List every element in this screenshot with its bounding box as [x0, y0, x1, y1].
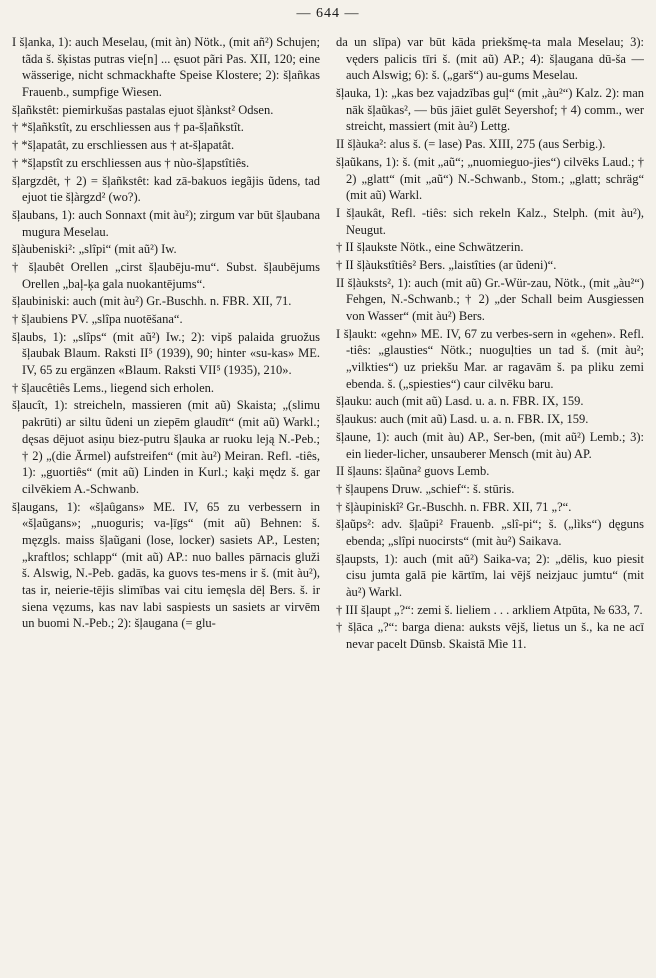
dictionary-entry: II šļàuksts², 1): auch (mit aũ) Gr.-Wür-zau, Nötk., (mit „àu²“) Fehgen, N.-Schwanb.; † 2) „der Schall beim Ausgiessen von Wasser“ (mit àu²) Bers.	[336, 275, 644, 323]
dictionary-entry: † II šļaukste Nötk., eine Schwätzerin.	[336, 240, 524, 255]
dictionary-entry: II šļauns: šļaũna² guovs Lemb.	[336, 464, 490, 479]
dictionary-entry: † šļaubiens PV. „slîpa nuotēšana“.	[12, 312, 183, 326]
dictionary-entry: † *šļapstît zu erschliessen aus † nùo-šļapstîtiês.	[12, 155, 250, 170]
dictionary-entry: † *šļapatât, zu erschliessen aus † at-šļapatât.	[12, 138, 235, 153]
dictionary-entry: I šļaukât, Refl. -tiês: sich rekeln Kalz., Stelph. (mit àu²), Neugut.	[336, 205, 644, 237]
dictionary-entry: šļaune, 1): auch (mit àu) AP., Ser-ben, (mit aũ²) Lemb.; 3): ein lieder-licher, unsauberer Mensch (mit àu) AP.	[336, 429, 644, 461]
dictionary-entry: II šļàuka²: alus š. (= lase) Pas. XIII, 275 (aus Serbig.).	[336, 137, 606, 152]
left-column	[12, 34, 320, 970]
dictionary-entry: † *šļañkstît, zu erschliessen aus † pa-šļañkstît.	[12, 120, 244, 135]
dictionary-entry: I šļanka, 1): auch Meselau, (mit àn) Nötk., (mit añ²) Schujen; tãda š. šķistas putras vie[n] ... ęsuot pãri Pas. XII, 120; eine wässerige, nicht schmackhafte Speise Klostere; 2): šļañkas Frauenb., sumpfige Wiesen.	[12, 35, 320, 100]
dictionary-entry: šļaugans, 1): «šļaûgans» ME. IV, 65 zu verbessern in «šļaũgans»; „nuoguris; va-ļīgs“ (mit aũ) Behnen: š. męzgls. maiss šļaũgani (lose, locker) sasiets AP., Lesten; „kraftlos; schlapp“ (mit aũ) AP.: nuo balles pārnacis gluži š. Alswig, N.-Peb. gadās, ka guovs tes-mens ir š. (mit àu²), tas ir, neierie-tējis slimības vai citu iemęsla dēļ Bers. š. ir siena vęzums, kas nav labi saspiests un sasiets ar virvēm un buomi N.-Peb.; 2): šļaugana (= glu-	[12, 499, 320, 631]
two-column-body	[12, 34, 644, 970]
dictionary-entry: I šļaukt: «gehn» ME. IV, 67 zu verbes-sern in «gehen». Refl. -tiês: „glausties“ Nötk.; nuoguļties un tad š. (mit àu²; „vilkties“) uz priekšu Mar. ar ragavām š. pa pliku zemi ebenda. š. („spiesties“) caur cilvēku baru.	[336, 326, 644, 391]
dictionary-entry: šļauka, 1): „kas bez vajadzības guļ“ (mit „àu²“) Kalz. 2): man nāk šļaũkas², — būs jāiet gulēt Seyershof; † 4) comm., wer streicht, massiert (mit àu²) Lettg.	[336, 86, 644, 134]
dictionary-entry: šļaubans, 1): auch Sonnaxt (mit àu²); zirgum var būt šļaubana mugura Meselau.	[12, 207, 320, 239]
dictionary-entry: šļaũps²: adv. šļaũpi² Frauenb. „slî-pi“; š. („lìks“) dęguns ebenda; „slîpi nuocirsts“ (mit àu²) Saikava.	[336, 517, 644, 548]
dictionary-entry: šļaũkans, 1): š. (mit „aũ“; „nuomieguo-jies“) cilvēks Laud.; † 2) „glatt“ (mit „aũ“) N.-Schwanb., Stom.; „glatt; schräg“ (mit aũ) Warkl.	[336, 154, 644, 203]
dictionary-entry: šļaubs, 1): „slîps“ (mit aũ²) Iw.; 2): vipš palaida gruožus šļaubak Blaum. Raksti II⁵ (1939), 90; hinter «su-kas» ME. IV, 65 zu ergänzen «Blaum. Raksti VII⁵ (1935), 210».	[12, 329, 320, 378]
dictionary-entry: † šļaupens Druw. „schief“: š. stūris.	[336, 481, 515, 496]
dictionary-entry: † šļaucêtiês Lems., liegend sich erholen.	[12, 380, 215, 395]
dictionary-entry: šļaukus: auch (mit aũ) Lasd. u. a. n. FBR. IX, 159.	[336, 412, 589, 427]
dictionary-entry: šļàubeniski²: „slîpi“ (mit aũ²) Iw.	[12, 242, 177, 257]
dictionary-entry: † šļāca „?“: barga diena: auksts vējš, lietus un š., ka ne acī nevar pacelt Dūnsb. Skaistā Mìe 11.	[336, 620, 644, 652]
dictionary-entry: † šļàupiniskî² Gr.-Buschh. n. FBR. XII, 71 „?“.	[336, 499, 572, 514]
dictionary-entry: † šļaubêt Orellen „cirst šļaubēju-mu“. Subst. šļaubējums Orellen „baļ-ķa gala nuokantējums“.	[12, 259, 320, 291]
dictionary-entry: šļauku: auch (mit aũ) Lasd. u. a. n. FBR. IX, 159.	[336, 394, 584, 409]
dictionary-entry: šļaucît, 1): streicheln, massieren (mit aũ) Skaista; „(slimu pakrūti) ar siltu ũdeni un ziepēm glaudīt“ (mit aũ) Warkl.; dęsas dējuot asiņu biez-putru šļauka ar ruoku leją N.-Peb.; † 2) „(die Ärmel) aufstreifen“ (mit àu²) Meiran. Refl. -tiês, 1): „guortiês“ (mit aũ) Linden in Kurl.; kaķi mędz š. gar cilvēkiem A.-Schwanb.	[12, 398, 320, 496]
dictionary-entry: † II šļàukstîtiês² Bers. „laistîties (ar ũdeni)“.	[336, 257, 557, 272]
dictionary-entry: šļargzdêt, † 2) = šļañkstêt: kad zā-bakuos iegãjis ũdens, tad ejuot tie šļàrgzd² (wo?).	[12, 173, 320, 205]
dictionary-entry: šļaupsts, 1): auch (mit aũ²) Saika-va; 2): „dēlis, kuo piesit cisu jumta galā pie kārtīm, lai vējš neizjauc jumtu“ (mit àu²) Warkl.	[336, 551, 644, 599]
dictionary-entry: da un slīpa) var būt kāda priekšmę-ta mala Meselau; 3): vęders palicis tīri š. (mit aũ) AP.; 4): šļaugana dū-ša — auch Alswig; 6): š. („garš“) au-gums Meselau.	[336, 35, 644, 83]
dictionary-entry: † III šļaupt „?“: zemi š. lieliem . . . arkliem Atpūta, № 633, 7.	[336, 602, 643, 617]
dictionary-entry: šļañkstêt: piemirkušas pastalas ejuot šļànkst² Odsen.	[12, 102, 274, 117]
page-number: — 644 —	[296, 6, 360, 21]
dictionary-entry: šļaubiniski: auch (mit àu²) Gr.-Buschh. n. FBR. XII, 71.	[12, 294, 292, 309]
right-column	[336, 34, 644, 970]
